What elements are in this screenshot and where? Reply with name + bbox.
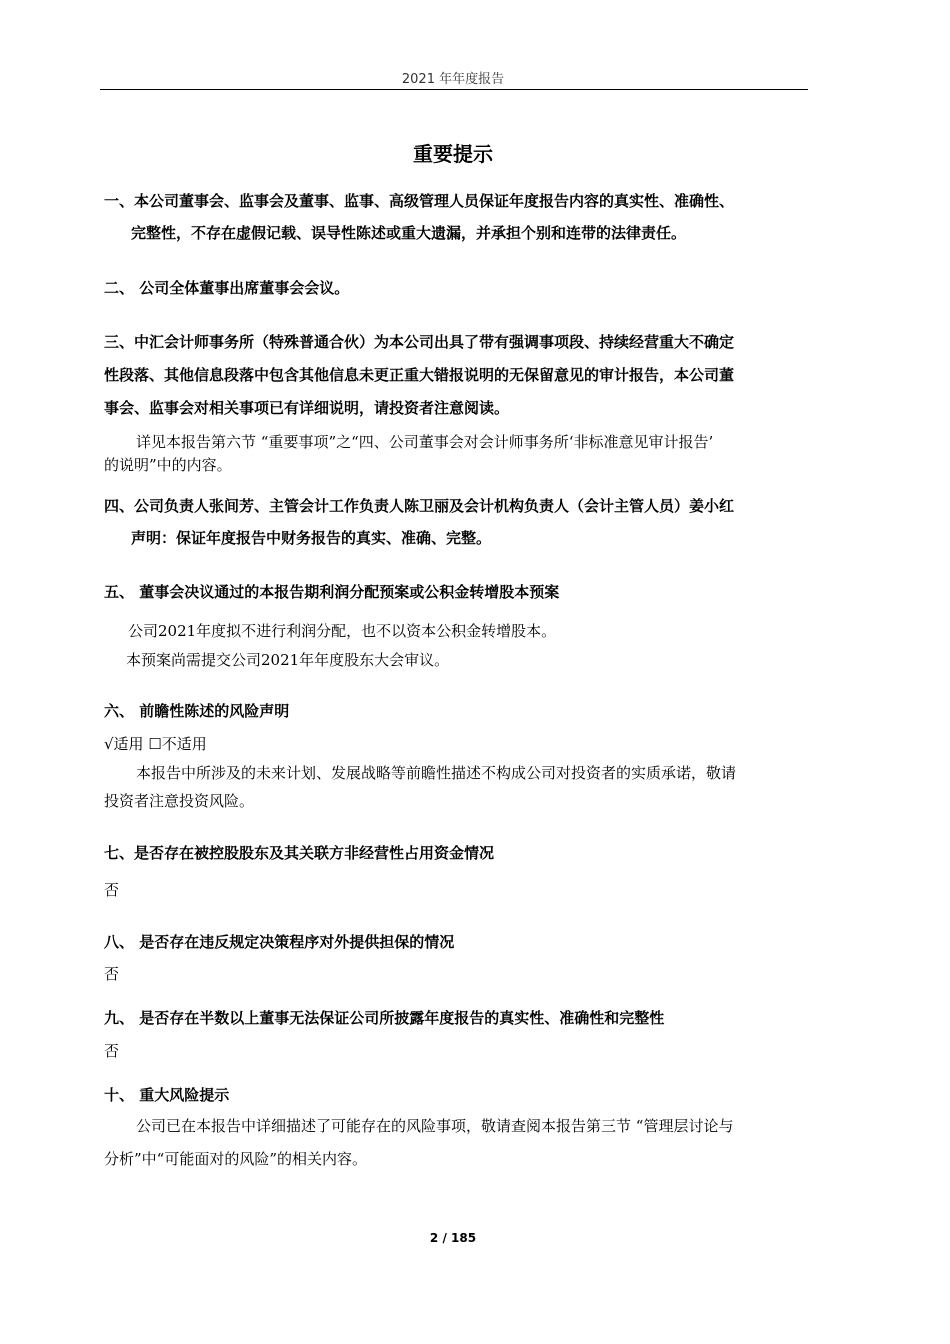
page-number: 2 / 185 — [429, 1231, 477, 1245]
running-header: 2021 年年度报告 — [401, 72, 505, 87]
item-8-answer: 否 — [104, 965, 120, 983]
item-1-line-2: 完整性，不存在虚假记载、误导性陈述或重大遗漏，并承担个别和连带的法律责任。 — [131, 224, 687, 242]
item-4-line-2: 声明：保证年度报告中财务报告的真实、准确、完整。 — [131, 529, 492, 547]
item-4-line-1: 四、公司负责人张间芳、主管会计工作负责人陈卫丽及会计机构负责人（会计主管人员）姜小红 — [104, 497, 735, 515]
item-7-answer: 否 — [104, 881, 120, 899]
item-5-paragraph-2: 本预案尚需提交公司2021年年度股东大会审议。 — [126, 651, 450, 669]
header-rule — [100, 89, 808, 90]
item-9-title: 九、 是否存在半数以上董事无法保证公司所披露年度报告的真实性、准确性和完整性 — [104, 1009, 665, 1027]
item-10-title: 十、 重大风险提示 — [104, 1086, 230, 1104]
applicable-checkbox-line: √适用 ☐不适用 — [104, 735, 207, 753]
page-title: 重要提示 — [413, 142, 493, 166]
item-5-paragraph-1: 公司2021年度拟不进行利润分配，也不以资本公积金转增股本。 — [128, 622, 557, 640]
item-3-note-line-1: 详见本报告第六节 “重要事项”之“四、公司董事会对会计师事务所‘非标准意见审计报告’ — [136, 433, 714, 451]
item-3-line-1: 三、中汇会计师事务所（特殊普通合伙）为本公司出具了带有强调事项段、持续经营重大不确定 — [104, 333, 735, 351]
item-3-line-3: 事会、监事会对相关事项已有详细说明，请投资者注意阅读。 — [104, 399, 510, 417]
item-1-line-1: 一、本公司董事会、监事会及董事、监事、高级管理人员保证年度报告内容的真实性、准确性、 — [104, 192, 735, 210]
item-6-paragraph-line-2: 投资者注意投资风险。 — [104, 792, 255, 810]
item-5-title: 五、 董事会决议通过的本报告期利润分配预案或公积金转增股本预案 — [104, 583, 560, 601]
item-6-paragraph-line-1: 本报告中所涉及的未来计划、发展战略等前瞻性描述不构成公司对投资者的实质承诺，敬请 — [136, 764, 737, 782]
item-3-note-line-2: 的说明”中的内容。 — [104, 456, 232, 474]
item-2: 二、 公司全体董事出席董事会会议。 — [104, 279, 350, 297]
item-7-title: 七、是否存在被控股股东及其关联方非经营性占用资金情况 — [104, 844, 495, 862]
item-6-title: 六、 前瞻性陈述的风险声明 — [104, 702, 290, 720]
item-10-paragraph-line-2: 分析”中“可能面对的风险”的相关内容。 — [104, 1150, 368, 1168]
item-9-answer: 否 — [104, 1042, 120, 1060]
item-8-title: 八、 是否存在违反规定决策程序对外提供担保的情况 — [104, 933, 455, 951]
item-10-paragraph-line-1: 公司已在本报告中详细描述了可能存在的风险事项，敬请查阅本报告第三节 “管理层讨论与 — [136, 1117, 734, 1135]
item-3-line-2: 性段落、其他信息段落中包含其他信息未更正重大错报说明的无保留意见的审计报告，本公司董 — [104, 366, 735, 384]
